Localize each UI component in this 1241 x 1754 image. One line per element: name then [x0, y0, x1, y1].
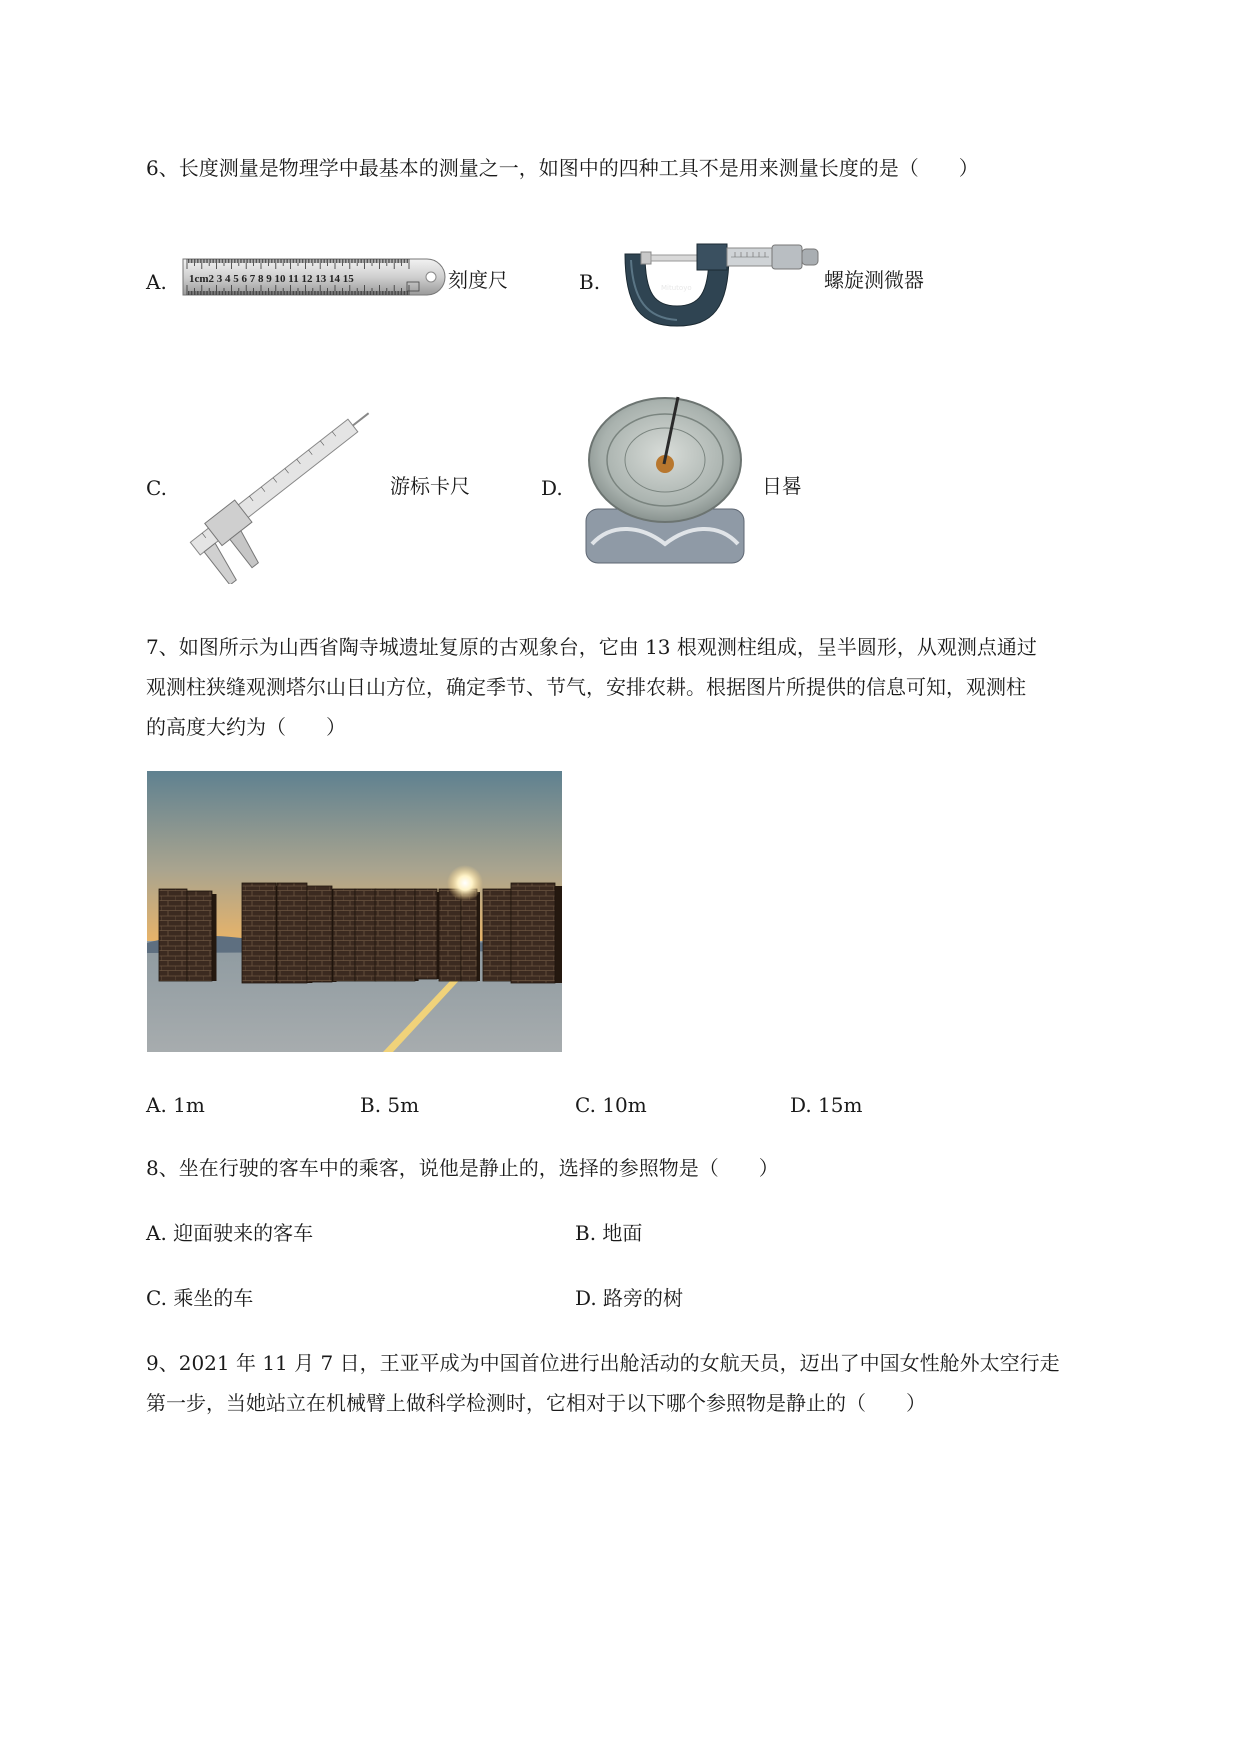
q7-option-d-letter: D. — [790, 1093, 812, 1117]
micrometer-brand: Mitutoyo — [661, 284, 692, 292]
observatory-pillar — [187, 891, 212, 981]
q7-option-b-letter: B. — [360, 1093, 382, 1117]
q6-option-b-letter: B. — [579, 270, 601, 294]
observatory-pillar — [242, 883, 276, 983]
q8-option-d-text: 路旁的树 — [603, 1286, 684, 1310]
observatory-pillar-side — [477, 892, 480, 981]
q7-option-c-letter: C. — [575, 1093, 596, 1117]
q8-option-c — [146, 1284, 253, 1312]
q8-option-d-letter: D. — [575, 1286, 597, 1310]
q7-option-b-text: 5m — [387, 1093, 420, 1117]
q9-stem-line-2: 第一步，当她站立在机械臂上做科学检测时，它相对于以下哪个参照物是静止的（ ） — [146, 1391, 926, 1415]
ruler-image — [181, 256, 447, 298]
q6-option-d-letter: D. — [541, 476, 563, 500]
q6-option-c-label: 游标卡尺 — [390, 474, 470, 498]
observatory-pillar — [461, 889, 477, 981]
q7-option-a-letter: A. — [146, 1093, 167, 1117]
q7-option-c-text: 10m — [602, 1093, 647, 1117]
q8-option-d — [575, 1284, 683, 1312]
q9-stem — [146, 1343, 1156, 1423]
micrometer-image — [617, 234, 822, 329]
observatory-pillar — [159, 889, 187, 981]
q8-option-a-letter: A. — [146, 1221, 167, 1245]
q7-stem-line-3: 的高度大约为（ ） — [146, 715, 346, 739]
q9-stem-line-1: 9、2021 年 11 月 7 日，王亚平成为中国首位进行出舱活动的女航天员，迈出了中国女性舱外太空行走 — [146, 1351, 1060, 1375]
q7-stem-line-2: 观测柱狭缝观测塔尔山日山方位，确定季节、节气，安排农耕。根据图片所提供的信息可知，观测柱 — [146, 675, 1026, 699]
observatory-pillar — [375, 889, 395, 981]
observatory-pillar — [355, 889, 376, 981]
q8-option-b-text: 地面 — [602, 1221, 643, 1245]
q6-option-a-letter: A. — [146, 270, 167, 294]
q7-option-d-text: 15m — [818, 1093, 863, 1117]
observatory-pillar — [277, 883, 307, 983]
q8-stem: 8、坐在行驶的客车中的乘客，说他是静止的，选择的参照物是（ ） — [146, 1156, 779, 1180]
q7-option-c — [575, 1091, 647, 1119]
q7-option-b — [360, 1091, 419, 1119]
q7-option-d — [790, 1091, 862, 1119]
q8-option-a-text: 迎面驶来的客车 — [173, 1221, 314, 1245]
observatory-pillar — [307, 886, 332, 982]
q8-option-c-text: 乘坐的车 — [173, 1286, 254, 1310]
q8-option-b — [575, 1219, 642, 1247]
observatory-image — [147, 771, 562, 1052]
q6-option-d-label: 日晷 — [762, 474, 802, 498]
q7-stem-line-1: 7、如图所示为山西省陶寺城遗址复原的古观象台，它由 13 根观测柱组成，呈半圆形，从观测点通过 — [146, 635, 1037, 659]
observatory-pillar — [395, 889, 415, 981]
q6-option-c-letter: C. — [146, 476, 167, 500]
observatory-pillar — [483, 889, 511, 981]
observatory-pillar — [439, 889, 461, 981]
observatory-pillar — [511, 883, 555, 983]
q7-stem — [146, 627, 1156, 747]
sundial-image — [572, 394, 758, 570]
observatory-pillar-side — [212, 894, 217, 981]
q6-stem: 6、长度测量是物理学中最基本的测量之一，如图中的四种工具不是用来测量长度的是（ ） — [146, 156, 979, 180]
q6-option-a-label: 刻度尺 — [448, 268, 508, 292]
vernier-caliper-image — [178, 384, 378, 584]
observatory-pillar-side — [555, 886, 562, 983]
q7-option-a — [146, 1091, 205, 1119]
q8-option-a — [146, 1219, 313, 1247]
observatory-pillar — [415, 889, 437, 979]
q8-option-b-letter: B. — [575, 1221, 597, 1245]
q8-option-c-letter: C. — [146, 1286, 167, 1310]
q7-option-a-text: 1m — [173, 1093, 205, 1117]
ruler-markings: 1cm2 3 4 5 6 7 8 9 10 11 12 13 14 15 — [189, 273, 354, 285]
q6-option-b-label: 螺旋测微器 — [824, 268, 924, 292]
observatory-pillar — [333, 889, 355, 981]
